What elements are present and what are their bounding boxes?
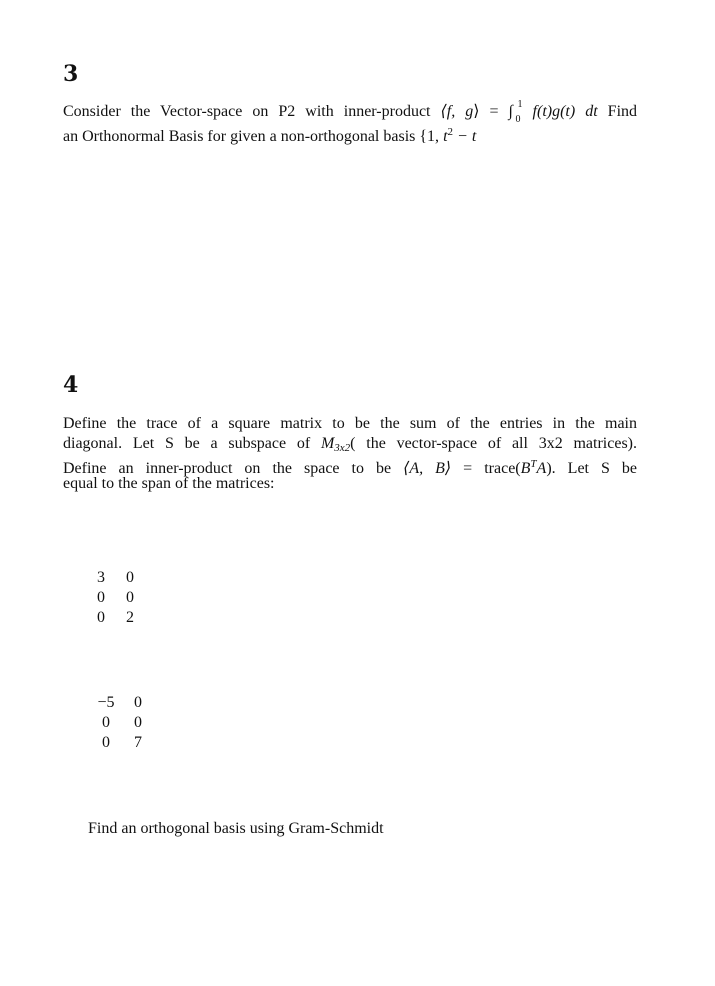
matrix-cell: 0 bbox=[126, 569, 134, 586]
problem-4-line-2-intro: diagonal. Let S be a subspace of bbox=[63, 435, 321, 452]
basis-minus-t: − t bbox=[453, 128, 477, 145]
inner-product-open: ⟨ bbox=[440, 103, 447, 120]
matrix-cell: 0 bbox=[102, 734, 110, 751]
matrix-cell: 0 bbox=[97, 609, 105, 626]
matrix-cell: −5 bbox=[97, 694, 115, 711]
matrix-space-m: M bbox=[320, 435, 335, 452]
problem-4-number: 4 bbox=[63, 372, 79, 398]
final-instruction: Find an orthogonal basis using Gram-Schmidt bbox=[88, 820, 384, 837]
problem-3-line-2-intro: an Orthonormal Basis for given a non-orthogonal basis {1, bbox=[63, 128, 444, 145]
trace-b: B bbox=[520, 460, 531, 477]
matrix-1 bbox=[90, 568, 138, 628]
matrix-cell: 0 bbox=[134, 714, 142, 731]
integral-lower-limit: 0 bbox=[515, 114, 521, 125]
matrix-cell: 2 bbox=[126, 609, 134, 626]
matrix-cell: 0 bbox=[97, 589, 105, 606]
trace-a: A bbox=[536, 460, 547, 477]
problem-4-line-3-intro: Define an inner-product on the space to be bbox=[63, 460, 404, 477]
integral-sign: ∫ bbox=[508, 103, 513, 120]
problem-3-line-1-intro: Consider the Vector-space on P2 with inner-product bbox=[63, 103, 441, 120]
integral bbox=[508, 99, 523, 125]
inner-product-vars: f, g bbox=[446, 103, 474, 120]
problem-3-line-1-end: Find bbox=[597, 103, 638, 120]
problem-3-text bbox=[63, 99, 638, 145]
transpose-superscript: T bbox=[530, 458, 537, 470]
problem-4-line-2 bbox=[63, 434, 637, 454]
matrix-cell: 0 bbox=[102, 714, 110, 731]
problem-3-number: 3 bbox=[63, 61, 79, 87]
matrix-row bbox=[90, 608, 138, 628]
matrix-row bbox=[92, 693, 146, 713]
matrix-row bbox=[90, 568, 138, 588]
problem-3-line-2 bbox=[63, 122, 637, 145]
problem-3-line-1 bbox=[63, 99, 638, 125]
matrix-row bbox=[90, 588, 138, 608]
matrix-2 bbox=[92, 693, 146, 753]
matrix-cell: 0 bbox=[134, 694, 142, 711]
matrix-space-subscript: 3x2 bbox=[334, 442, 351, 454]
trace-open: = trace( bbox=[451, 460, 521, 477]
inner-product-ab: ⟨A, B⟩ bbox=[403, 460, 452, 477]
integral-upper-limit: 1 bbox=[517, 99, 523, 110]
matrix-cell: 3 bbox=[97, 569, 105, 586]
basis-t-exponent: 2 bbox=[447, 126, 454, 138]
problem-4-line-2-end: ( the vector-space of all 3x2 matrices). bbox=[350, 435, 637, 452]
matrix-cell: 7 bbox=[134, 734, 142, 751]
matrix-cell: 0 bbox=[126, 589, 134, 606]
problem-4-line-1: Define the trace of a square matrix to be the sum of the entries in the main bbox=[63, 415, 637, 432]
basis-t: t bbox=[443, 128, 448, 145]
problem-4-line-3 bbox=[63, 454, 638, 477]
integrand: f(t)g(t) dt bbox=[522, 103, 598, 120]
matrix-row bbox=[92, 713, 146, 733]
matrix-row bbox=[92, 733, 146, 753]
inner-product-close: ⟩ = bbox=[473, 103, 509, 120]
problem-4-text bbox=[63, 414, 637, 494]
problem-4-line-4: equal to the span of the matrices: bbox=[63, 475, 275, 492]
problem-4-line-3-end: ). Let S be bbox=[546, 460, 638, 477]
